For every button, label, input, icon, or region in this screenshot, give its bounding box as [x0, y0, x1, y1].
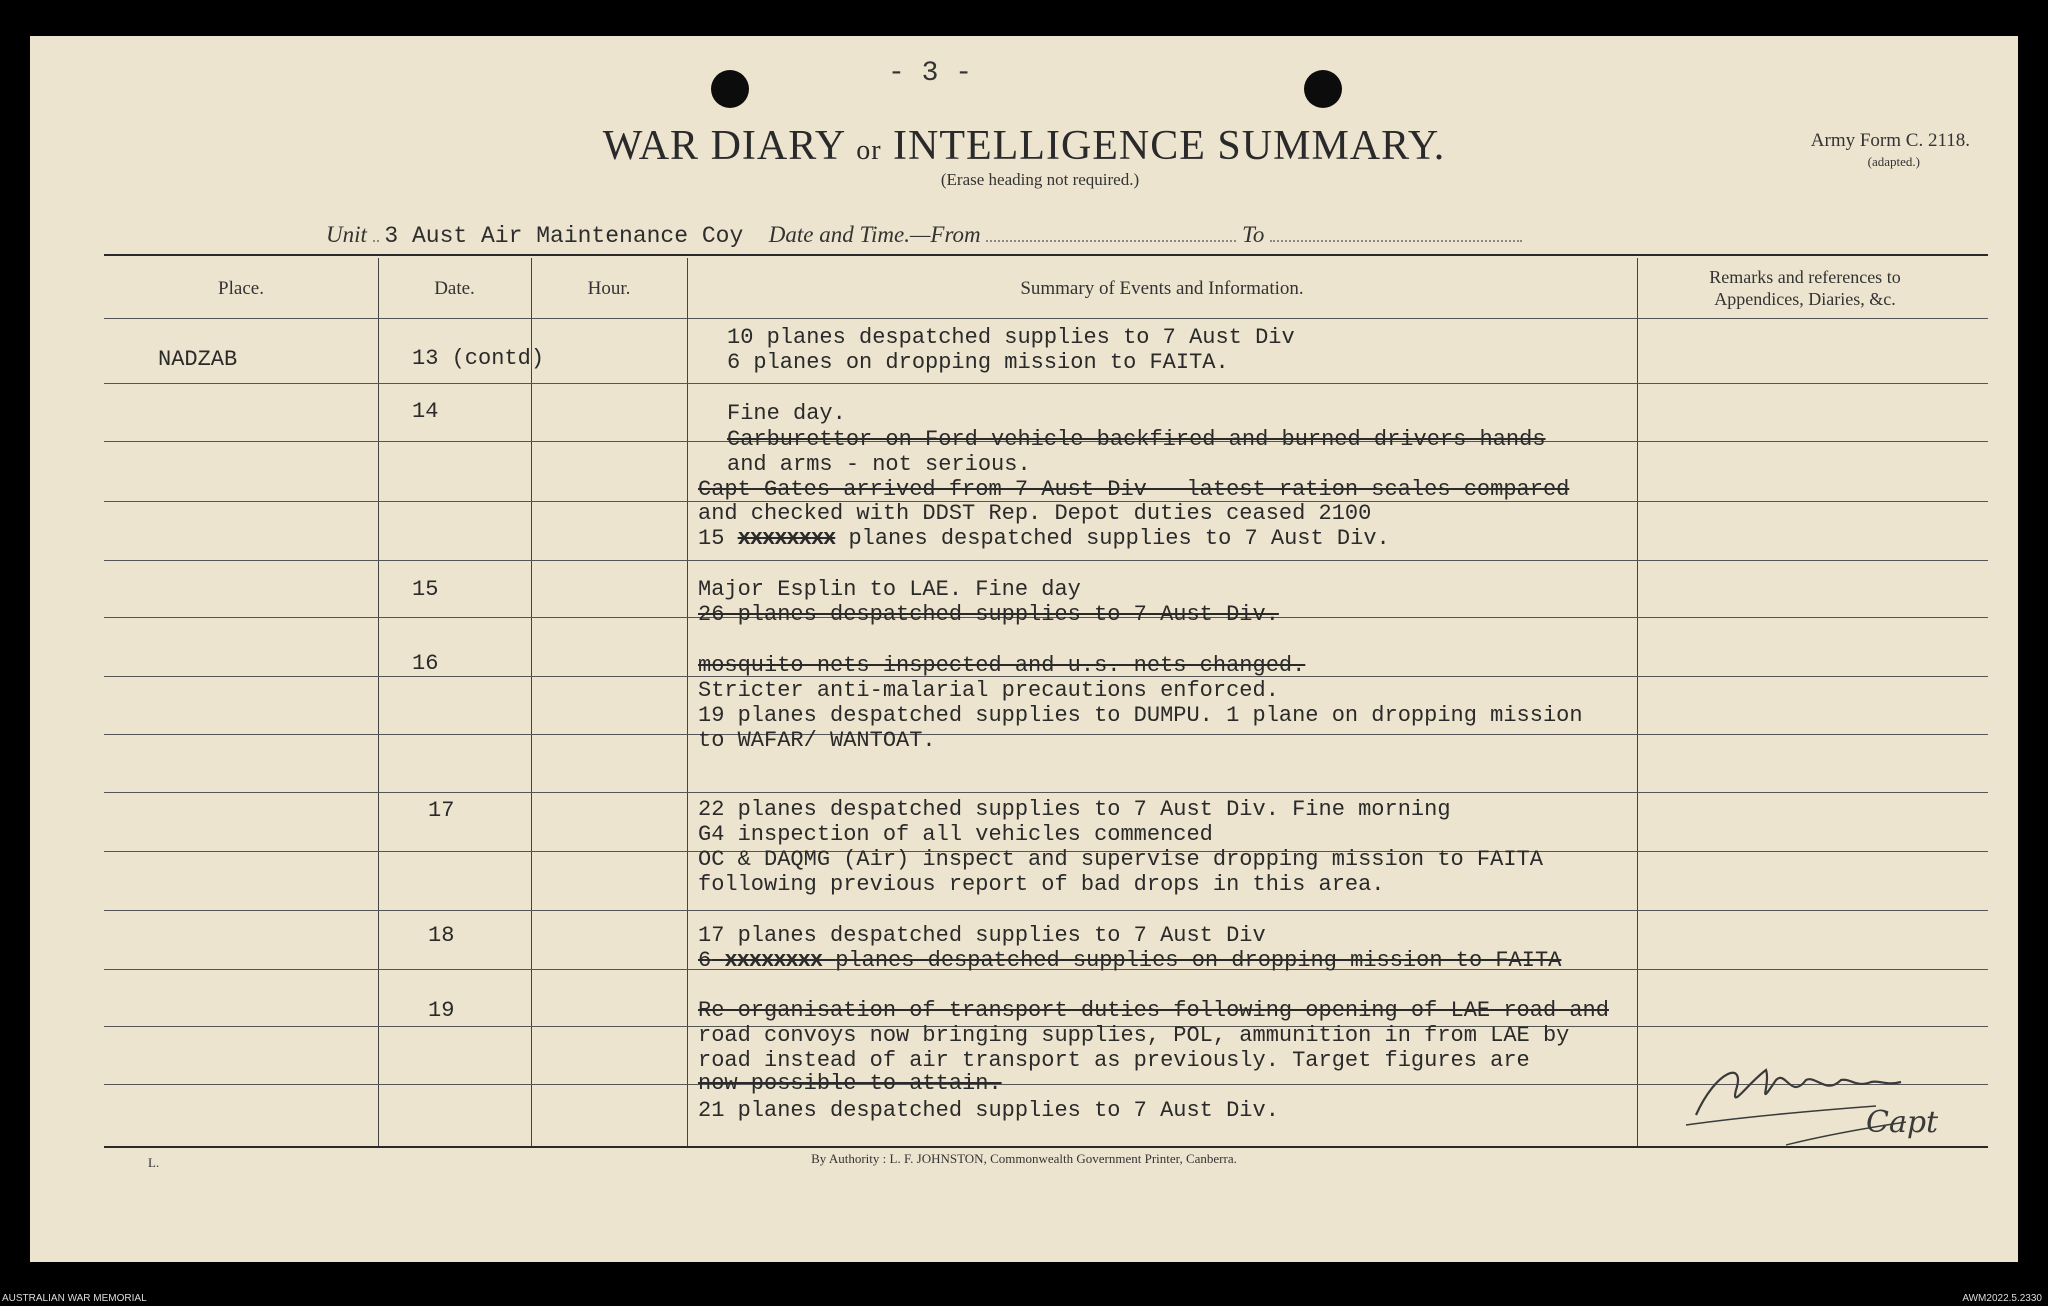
summary-line: 22 planes despatched supplies to 7 Aust Div. Fine morning: [698, 797, 1451, 822]
date-entry: 15: [412, 577, 439, 602]
ruled-line: [104, 910, 1988, 911]
ruled-line: [104, 792, 1988, 793]
summary-line: Major Esplin to LAE. Fine day: [698, 577, 1081, 602]
summary-line: Carburettor on Ford vehicle backfired and burned drivers hands: [727, 427, 1546, 452]
archive-id: AWM2022.5.2330: [1962, 1293, 2042, 1304]
summary-line: Fine day.: [727, 401, 846, 426]
punch-hole-right: [1304, 70, 1342, 108]
table-top-rule: [104, 254, 1988, 256]
page-number: - 3 -: [887, 58, 972, 89]
signature-rank: Capt: [1866, 1105, 1939, 1140]
summary-line: 21 planes despatched supplies to 7 Aust Div.: [698, 1098, 1279, 1123]
column-divider: [1637, 258, 1638, 1146]
summary-line: 10 planes despatched supplies to 7 Aust Div: [727, 325, 1295, 350]
summary-line: mosquito nets inspected and u.s. nets changed.: [698, 653, 1306, 678]
summary-line: and arms - not serious.: [727, 452, 1031, 477]
summary-line: now possible to attain.: [698, 1071, 1002, 1096]
unit-value: 3 Aust Air Maintenance Coy: [384, 223, 744, 249]
header-place: Place.: [218, 278, 264, 299]
unit-line: [326, 222, 1522, 249]
header-date: Date.: [434, 278, 475, 299]
army-form-number: Army Form C. 2118.: [1810, 130, 1970, 151]
summary-line: road convoys now bringing supplies, POL, ammunition in from LAE by: [698, 1023, 1570, 1048]
summary-line: road instead of air transport as previously. Target figures are: [698, 1048, 1530, 1073]
ruled-line: [104, 734, 1988, 735]
header-hour: Hour.: [587, 278, 631, 299]
form-subtitle: (Erase heading not required.): [940, 170, 1140, 189]
summary-line: Capt Gates arrived from 7 Aust Div - latest ration scales compared: [698, 477, 1570, 502]
header-remarks: Remarks and references to Appendices, Diaries, &c.: [1709, 267, 1901, 309]
summary-line: 17 planes despatched supplies to 7 Aust Div: [698, 923, 1266, 948]
summary-line: 19 planes despatched supplies to DUMPU. 1 plane on dropping mission: [698, 703, 1583, 728]
date-time-from-label: Date and Time.—From: [768, 222, 981, 247]
unit-label: Unit: [326, 222, 367, 247]
summary-line: Stricter anti-malarial precautions enforced.: [698, 678, 1279, 703]
summary-line: 15 xxxxxxxx planes despatched supplies to 7 Aust Div.: [698, 526, 1390, 551]
summary-line: and checked with DDST Rep. Depot duties ceased 2100: [698, 501, 1372, 526]
army-form-adapted: (adapted.): [1867, 154, 1920, 169]
place-entry: NADZAB: [158, 347, 238, 372]
column-divider: [531, 258, 532, 1146]
summary-line: to WAFAR/ WANTOAT.: [698, 728, 936, 753]
summary-line: following previous report of bad drops in this area.: [698, 872, 1385, 897]
date-entry: 17: [428, 798, 455, 823]
date-entry: 19: [428, 998, 455, 1023]
summary-line: 6 xxxxxxxx planes despatched supplies on dropping mission to FAITA: [698, 948, 1562, 973]
header-divider: [104, 318, 1988, 319]
header-summary: Summary of Events and Information.: [1020, 278, 1304, 299]
summary-line: Re-organisation of transport duties following opening of LAE road and: [698, 998, 1609, 1023]
date-entry: 13 (contd): [412, 346, 545, 371]
summary-line: G4 inspection of all vehicles commenced: [698, 822, 1213, 847]
ruled-line: [104, 383, 1988, 384]
form-title: WAR DIARY or INTELLIGENCE SUMMARY.: [602, 123, 1446, 169]
date-entry: 14: [412, 399, 439, 424]
column-divider: [378, 258, 379, 1146]
printer-authority: By Authority : L. F. JOHNSTON, Commonwealth Government Printer, Canberra.: [811, 1151, 1237, 1166]
date-time-to-label: To: [1242, 222, 1265, 247]
date-entry: 16: [412, 651, 439, 676]
summary-line: 6 planes on dropping mission to FAITA.: [727, 350, 1229, 375]
footer-code: L.: [148, 1155, 160, 1170]
summary-line: OC & DAQMG (Air) inspect and supervise dropping mission to FAITA: [698, 847, 1543, 872]
date-entry: 18: [428, 923, 455, 948]
punch-hole-left: [711, 70, 749, 108]
signature: [1676, 1040, 2006, 1160]
archive-credit: AUSTRALIAN WAR MEMORIAL: [2, 1293, 147, 1304]
ruled-line: [104, 560, 1988, 561]
column-divider: [687, 258, 688, 1146]
summary-line: 26 planes despatched supplies to 7 Aust Div.: [698, 602, 1279, 627]
